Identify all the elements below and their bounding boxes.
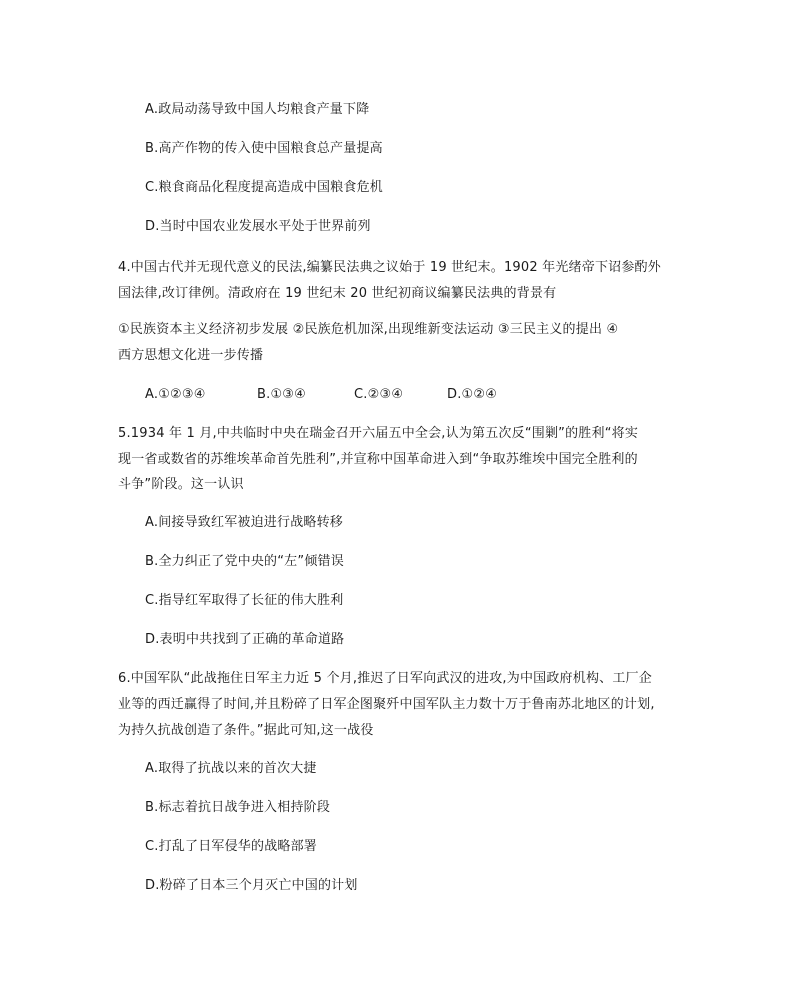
q4-option-a: A.①②③④ — [145, 387, 206, 402]
q5-stem-line-1: 5.1934 年 1 月,中共临时中央在瑞金召开六届五中全会,认为第五次反“围剿”的胜利“将实 — [118, 426, 639, 441]
q4-option-d: D.①②④ — [447, 387, 498, 402]
q5-option-d: D.表明中共找到了正确的革命道路 — [145, 632, 345, 647]
q5-option-c: C.指导红军取得了长征的伟大胜利 — [145, 593, 344, 608]
q5-stem-line-3: 斗争”阶段。这一认识 — [118, 477, 244, 492]
q6-option-c: C.打乱了日军侵华的战略部署 — [145, 839, 318, 854]
q6-option-b: B.标志着抗日战争进入相持阶段 — [145, 800, 331, 815]
q3-option-c: C.粮食商品化程度提高造成中国粮食危机 — [145, 180, 384, 195]
q5-option-b: B.全力纠正了党中央的“左”倾错误 — [145, 554, 344, 569]
q4-items-line-1: ①民族资本主义经济初步发展 ②民族危机加深,出现维新变法运动 ③三民主义的提出 ④ — [118, 322, 619, 337]
q6-option-d: D.粉碎了日本三个月灭亡中国的计划 — [145, 878, 358, 893]
q6-option-a: A.取得了抗战以来的首次大捷 — [145, 761, 317, 776]
q4-stem-line-1: 4.中国古代并无现代意义的民法,编纂民法典之议始于 19 世纪末。1902 年光绪帝下诏参酌外 — [118, 260, 661, 275]
q6-stem-line-2: 业等的西迁赢得了时间,并且粉碎了日军企图聚歼中国军队主力数十万于鲁南苏北地区的计划, — [118, 697, 655, 712]
q6-stem-line-3: 为持久抗战创造了条件。”据此可知,这一战役 — [118, 723, 374, 738]
q5-stem-line-2: 现一省或数省的苏维埃革命首先胜利”,并宣称中国革命进入到“争取苏维埃中国完全胜利的 — [118, 452, 638, 467]
q4-stem-line-2: 国法律,改订律例。清政府在 19 世纪末 20 世纪初商议编纂民法典的背景有 — [118, 286, 557, 301]
q6-stem-line-1: 6.中国军队“此战拖住日军主力近 5 个月,推迟了日军向武汉的进攻,为中国政府机构、工厂企 — [118, 671, 652, 686]
q5-option-a: A.间接导致红军被迫进行战略转移 — [145, 515, 343, 530]
q4-option-b: B.①③④ — [257, 387, 307, 402]
q4-option-c: C.②③④ — [354, 387, 404, 402]
q3-option-a: A.政局动荡导致中国人均粮食产量下降 — [145, 102, 370, 117]
q3-option-d: D.当时中国农业发展水平处于世界前列 — [145, 219, 371, 234]
q3-option-b: B.高产作物的传入使中国粮食总产量提高 — [145, 141, 383, 156]
q4-items-line-2: 西方思想文化进一步传播 — [118, 348, 264, 363]
